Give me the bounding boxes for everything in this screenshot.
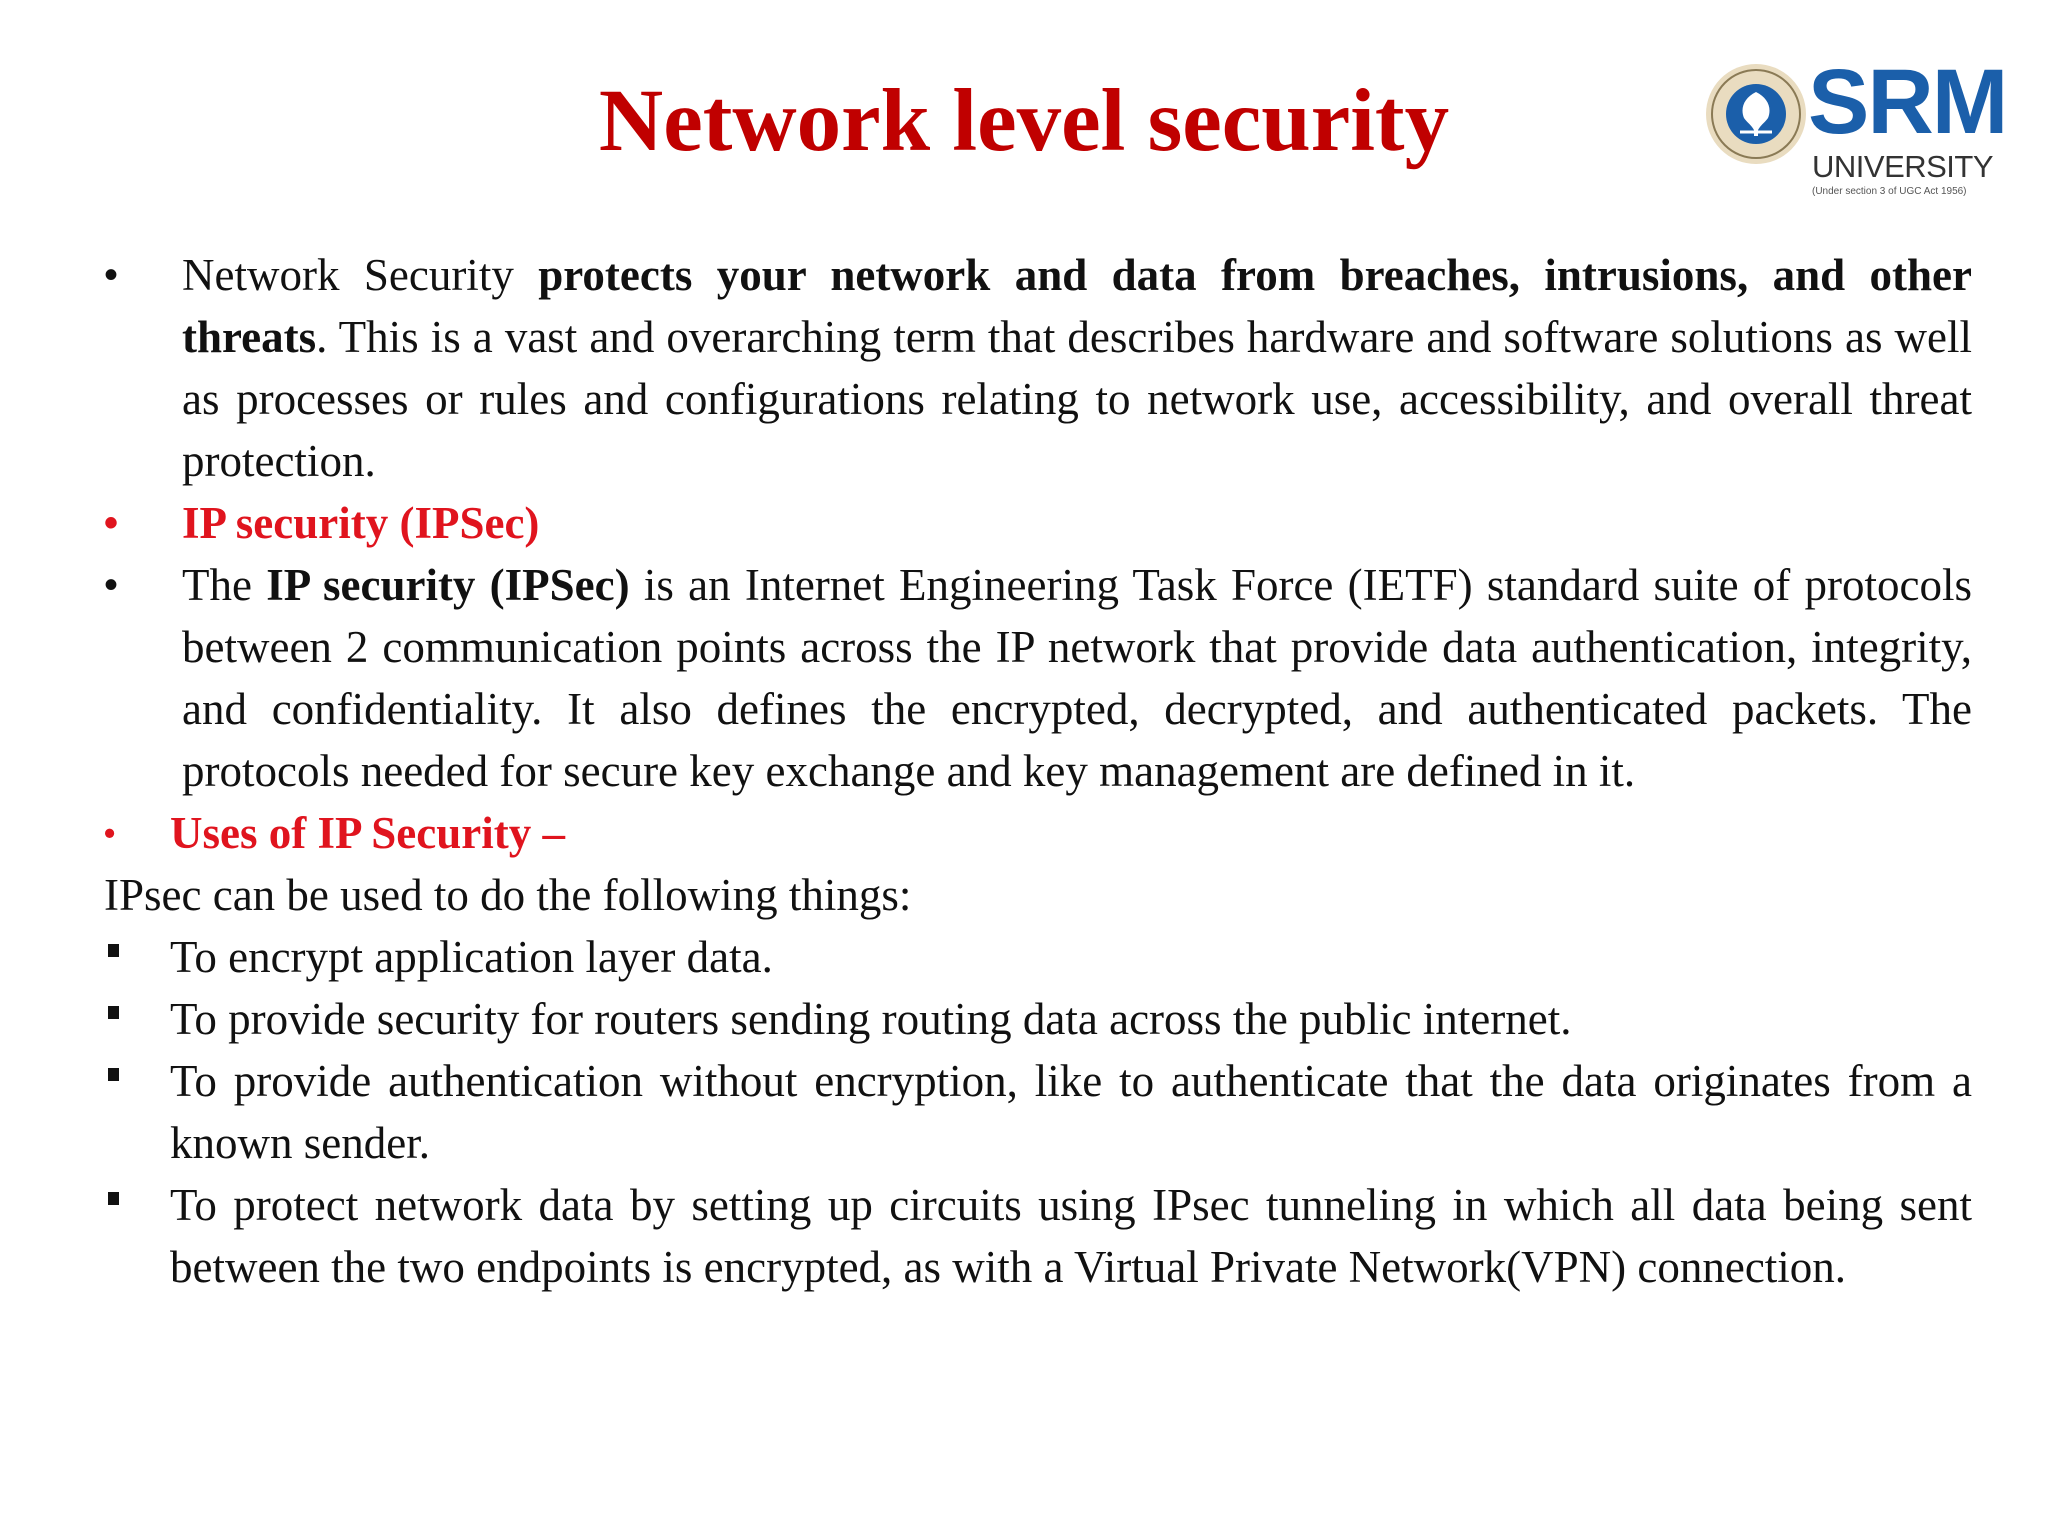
list-item (104, 1050, 1972, 1174)
list-item-text: To protect network data by setting up circuits using IPsec tunneling in which all data being sent between the two endpoints is encrypted, as with a Virtual Private Network(VPN) connection. (170, 1180, 1972, 1292)
bullet-3-bold: IP security (IPSec) (266, 560, 630, 610)
bullet-network-security (104, 244, 1972, 492)
ipsec-heading-text: IP security (IPSec) (182, 498, 540, 548)
square-bullet-icon (108, 1006, 119, 1019)
slide-body (104, 244, 1972, 1298)
bullet-3-rest: is an Internet Engineering Task Force (IETF) standard suite of protocols between 2 communication points across the IP network that provide data authentication, integrity, and confidentiality. It also defines the encrypted, decrypted, and authenticated packets. The protocols needed for secure key exchange and key management are defined in it. (182, 560, 1972, 796)
bullet-dot-icon: • (104, 501, 119, 545)
bullet-3-prefix: The (182, 560, 267, 610)
bullet-1-bold: protects your network and data from breaches, intrusions, and other threats (182, 250, 1972, 362)
bullet-ipsec-description (104, 554, 1972, 802)
list-item (104, 1174, 1972, 1298)
list-item-text: To provide authentication without encryption, like to authenticate that the data originates from a known sender. (170, 1056, 1972, 1168)
bullet-ipsec-heading (104, 492, 1972, 554)
uses-intro: IPsec can be used to do the following things: (104, 870, 912, 920)
logo-name: SRM (1808, 51, 2007, 153)
bullet-1-prefix: Network Security (182, 250, 539, 300)
university-seal-icon (1704, 62, 1808, 166)
logo-subtitle: UNIVERSITY (1812, 149, 1994, 184)
list-item (104, 926, 1972, 988)
bullet-dot-icon: • (104, 253, 119, 297)
uses-heading-text: Uses of IP Security – (170, 808, 565, 858)
bullet-1-rest: . This is a vast and overarching term that describes hardware and software solutions as well as processes or rules and configurations relating to network use, accessibility, and overall threat protection. (182, 312, 1972, 486)
bullet-dot-icon: • (104, 563, 119, 607)
list-item-text: To provide security for routers sending routing data across the public internet. (170, 994, 1572, 1044)
square-bullet-icon (108, 1192, 119, 1205)
slide-title: Network level security (598, 72, 1450, 170)
bullet-dot-icon: • (104, 815, 116, 851)
square-bullet-icon (108, 1068, 119, 1081)
university-logo (1700, 51, 2010, 208)
list-item-text: To encrypt application layer data. (170, 932, 773, 982)
list-item (104, 988, 1972, 1050)
square-bullet-icon (108, 944, 119, 957)
bullet-uses-heading (104, 802, 1972, 864)
logo-note: (Under section 3 of UGC Act 1956) (1812, 186, 1967, 197)
